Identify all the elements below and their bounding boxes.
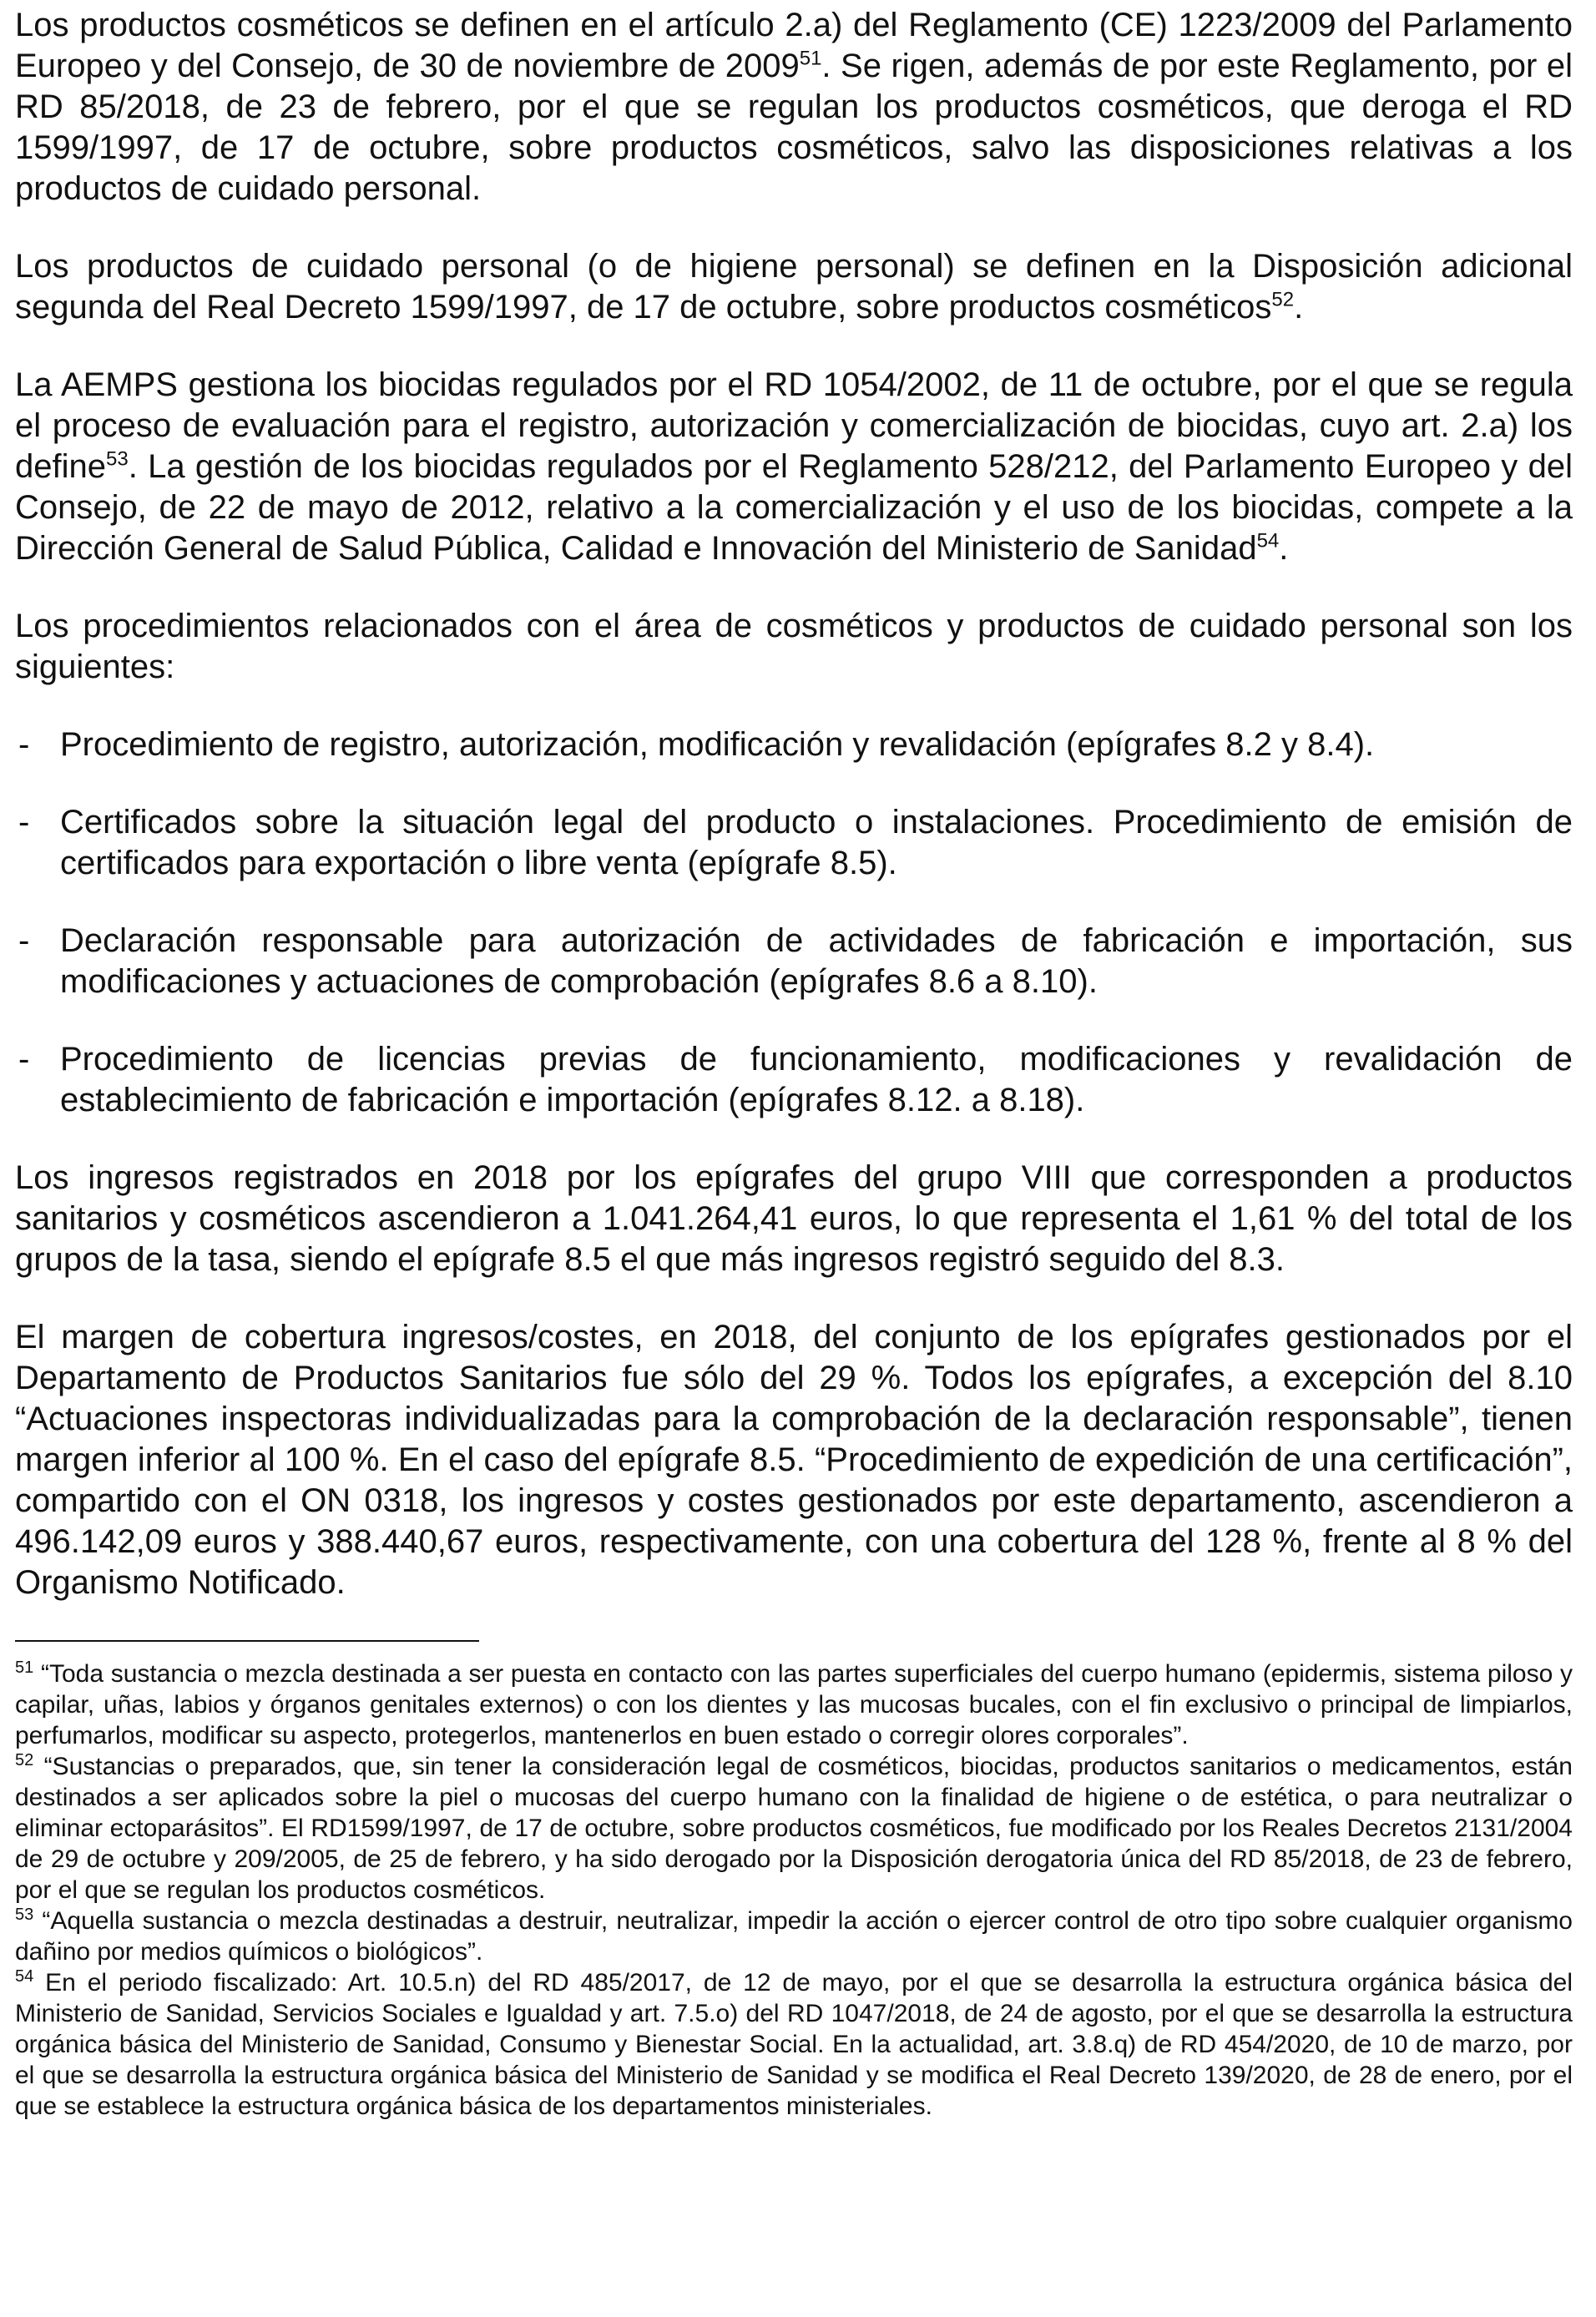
paragraph-personal-care-definition: Los productos de cuidado personal (o de higiene personal) se definen en la Disposición adicional segunda del Real Decreto 1599/1997, de 17 de octubre, sobre productos cosméticos$^{52}$. (15, 248, 1573, 326)
paragraph-biocides: La AEMPS gestiona los biocidas regulados por el RD 1054/2002, de 11 de octubre, por el que se regula el proceso de evaluación para el registro, autorización y comercialización de biocidas, cuyo art. 2.a) los define$^{53}$. La gestión de los biocidas regulados por el Reglamento 528/212, del Parlamento Europeo y del Consejo, de 22 de mayo de 2012, relativo a la comercialización y el uso de los biocidas, compete a la Dirección General de Salud Pública, Calidad e Innovación del Ministerio de Sanidad$^{54}$. (15, 366, 1573, 567)
footnote-ref-51[interactable]: 51 (799, 47, 822, 70)
footnote-52: $^{52}$ “Sustancias o preparados, que, sin tener la consideración legal de cosméticos, biocidas, productos sanitarios o medicamentos, están destinados a ser aplicados sobre la piel o mucosas del cuerpo humano con la finalidad de higiene o de estética, o para neutralizar o eliminar ectoparásitos”. El RD1599/1997, de 17 de octubre, sobre productos cosméticos, fue modificado por los Reales Decretos 2131/2004 de 29 de octubre y 209/2005, de 25 de febrero, y ha sido derogado por la Disposición derogatoria única del RD 85/2018, de 23 de febrero, por el que se regulan los productos cosméticos. (15, 1751, 1573, 1904)
footnote-ref-53[interactable]: 53 (105, 447, 129, 471)
paragraph-cosmetics-definition: Los productos cosméticos se definen en el artículo 2.a) del Reglamento (CE) 1223/2009 del Parlamento Europeo y del Consejo, de 30 de noviembre de 2009$^{51}$. Se rigen, además de por este Reglamento, por el RD 85/2018, de 23 de febrero, por el que se regulan los productos cosméticos, que deroga el RD 1599/1997, de 17 de octubre, sobre productos cosméticos, salvo las disposiciones relativas a los productos de cuidado personal. (15, 7, 1573, 207)
list-item: - Procedimiento de registro, autorización, modificación y revalidación (epígrafes 8.2 y 8.4). (15, 724, 1573, 765)
footnote-number: 52 (15, 1751, 34, 1769)
list-bullet: - (18, 922, 30, 959)
list-bullet: - (18, 726, 30, 763)
list-item: - Declaración responsable para autorización de actividades de fabricación e importación, sus modificaciones y actuaciones de comprobación (epígrafes 8.6 a 8.10). (18, 922, 1573, 1000)
document-page (15, 5, 1573, 2122)
footnotes-section (15, 1658, 1573, 2122)
footnote-51: $^{51}$ “Toda sustancia o mezcla destinada a ser puesta en contacto con las partes superficiales del cuerpo humano (epidermis, sistema piloso y capilar, uñas, labios y órganos genitales externos) o con los dientes y las mucosas bucales, con el fin exclusivo o principal de limpiarlos, perfumarlos, modificar su aspecto, protegerlos, mantenerlos en buen estado o corregir olores corporales”. (15, 1658, 1573, 1749)
paragraph-coverage-margin: El margen de cobertura ingresos/costes, en 2018, del conjunto de los epígrafes gestionados por el Departamento de Productos Sanitarios fue sólo del 29 %. Todos los epígrafes, a excepción del 8.10 “Actuaciones inspectoras individualizadas para la comprobación de la declaración responsable”, tienen margen inferior al 100 %. En el caso del epígrafe 8.5. “Procedimiento de expedición de una certificación”, compartido con el ON 0318, los ingresos y costes gestionados por este departamento, ascendieron a 496.142,09 euros y 388.440,67 euros, respectivamente, con una cobertura del 128 %, frente al 8 % del Organismo Notificado. (15, 1319, 1573, 1601)
paragraph-revenue-2018: Los ingresos registrados en 2018 por los epígrafes del grupo VIII que corresponden a productos sanitarios y cosméticos ascendieron a 1.041.264,41 euros, lo que representa el 1,61 % del total de los grupos de la tasa, siendo el epígrafe 8.5 el que más ingresos registró seguido del 8.3. (15, 1159, 1573, 1278)
list-bullet: - (18, 1041, 30, 1078)
footnote-ref-52[interactable]: 52 (1271, 288, 1295, 311)
list-item: - Procedimiento de licencias previas de funcionamiento, modificaciones y revalidación de establecimiento de fabricación e importación (epígrafes 8.12. a 8.18). (18, 1041, 1573, 1118)
footnote-53: $^{53}$ “Aquella sustancia o mezcla destinadas a destruir, neutralizar, impedir la acción o ejercer control de otro tipo sobre cualquier organismo dañino por medios químicos o biológicos”. (15, 1906, 1573, 1966)
footnote-54: $^{54}$ En el periodo fiscalizado: Art. 10.5.n) del RD 485/2017, de 12 de mayo, por el que se desarrolla la estructura orgánica básica del Ministerio de Sanidad, Servicios Sociales e Igualdad y art. 7.5.o) del RD 1047/2018, de 24 de agosto, por el que se desarrolla la estructura orgánica básica del Ministerio de Sanidad, Consumo y Bienestar Social. En la actualidad, art. 3.8.q) de RD 454/2020, de 10 de marzo, por el que se desarrolla la estructura orgánica básica del Ministerio de Sanidad y se modifica el Real Decreto 139/2020, de 28 de enero, por el que se establece la estructura orgánica básica de los departamentos ministeriales. (15, 1967, 1573, 2120)
list-bullet: - (18, 804, 30, 840)
list-item: - Certificados sobre la situación legal del producto o instalaciones. Procedimiento de emisión de certificados para exportación o libre venta (epígrafe 8.5). (18, 804, 1573, 881)
footnote-number: 51 (15, 1658, 34, 1677)
footnote-number: 53 (15, 1906, 34, 1924)
procedures-list (15, 724, 1573, 1121)
paragraph-procedures-intro: Los procedimientos relacionados con el área de cosméticos y productos de cuidado personal son los siguientes: (15, 608, 1573, 685)
footnote-ref-54[interactable]: 54 (1256, 529, 1280, 553)
footnote-number: 54 (15, 1967, 34, 1986)
footnote-separator (15, 1640, 479, 1642)
